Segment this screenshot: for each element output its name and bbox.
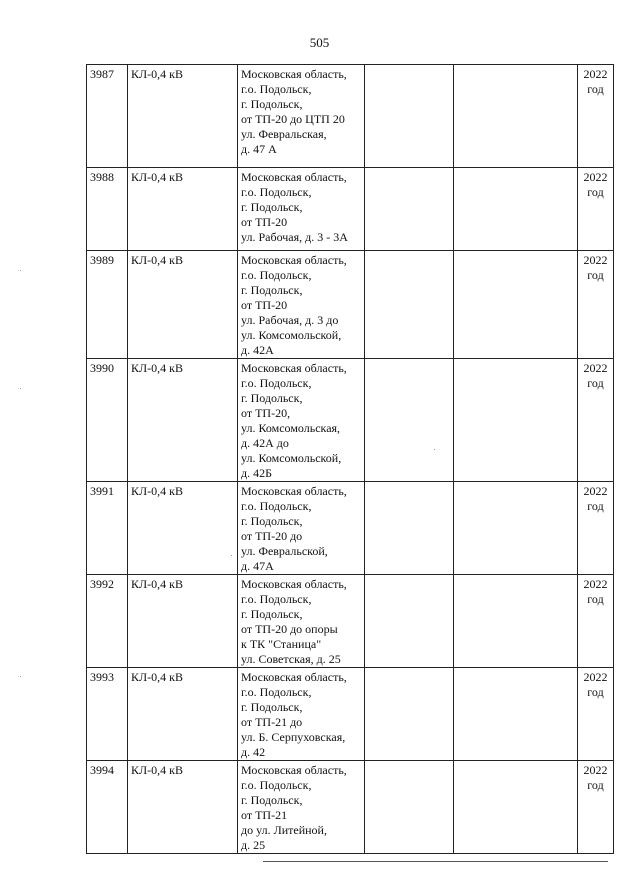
table-row (87, 761, 614, 854)
address-cell (238, 251, 365, 359)
line-type: КЛ-0,4 кВ (131, 577, 183, 591)
address-cell (238, 575, 365, 668)
year-value: 2022 (583, 361, 608, 375)
address-line: г.о. Подольск, (241, 499, 312, 513)
address-line: ул. Рабочая, д. 3 - 3А (241, 230, 348, 244)
row-number: 3992 (90, 577, 114, 591)
address-line: Московская область, (241, 67, 347, 81)
row-number: 3989 (90, 253, 114, 267)
table-row (87, 65, 614, 168)
scan-speck (231, 555, 232, 556)
line-type-cell (128, 359, 238, 482)
address-line: от ТП-20 (241, 298, 288, 312)
year-cell (578, 482, 614, 575)
year-value: 2022 (583, 763, 608, 777)
address-line: ул. Б. Серпуховская, (241, 730, 346, 744)
address-line: д. 47 А (241, 142, 277, 156)
row-number: 3988 (90, 170, 114, 184)
address-line: ул. Комсомольской, (241, 451, 342, 465)
address-cell (238, 482, 365, 575)
row-number-cell (87, 65, 128, 168)
address-cell (238, 668, 365, 761)
page-number: 505 (309, 35, 330, 50)
address-line: от ТП-21 (241, 808, 288, 822)
line-type: КЛ-0,4 кВ (131, 361, 183, 375)
row-number-cell (87, 575, 128, 668)
line-type-cell (128, 575, 238, 668)
address-line: г.о. Подольск, (241, 685, 312, 699)
address-line: ул. Комсомольская, (241, 421, 341, 435)
empty-cell (454, 575, 578, 668)
empty-cell (365, 251, 454, 359)
year-unit: год (587, 778, 604, 792)
row-number-cell (87, 668, 128, 761)
empty-cell (454, 168, 578, 251)
year-unit: год (587, 185, 604, 199)
year-unit: год (587, 82, 604, 96)
year-cell (578, 668, 614, 761)
table-row (87, 251, 614, 359)
row-number: 3993 (90, 670, 114, 684)
empty-cell (454, 359, 578, 482)
row-number: 3991 (90, 484, 114, 498)
address-line: от ТП-20 до ЦТП 20 (241, 112, 345, 126)
line-type-cell (128, 65, 238, 168)
line-type-cell (128, 668, 238, 761)
empty-cell (365, 168, 454, 251)
year-cell (578, 168, 614, 251)
address-line: г. Подольск, (241, 607, 303, 621)
line-type-cell (128, 482, 238, 575)
address-line: ул. Февральская, (241, 127, 327, 141)
scan-speck (20, 676, 21, 677)
address-line: от ТП-20 до (241, 529, 303, 543)
registry-table (86, 64, 614, 854)
address-line: г.о. Подольск, (241, 82, 312, 96)
address-line: от ТП-20, (241, 406, 291, 420)
address-line: от ТП-20 (241, 215, 288, 229)
address-line: до ул. Литейной, (241, 823, 327, 837)
year-unit: год (587, 592, 604, 606)
address-cell (238, 65, 365, 168)
row-number-cell (87, 761, 128, 854)
address-line: Московская область, (241, 170, 347, 184)
address-line: д. 25 (241, 838, 266, 852)
address-line: ул. Комсомольской, (241, 328, 342, 342)
bottom-rule (263, 861, 608, 862)
address-line: д. 42А до (241, 436, 289, 450)
empty-cell (454, 65, 578, 168)
table-row (87, 359, 614, 482)
address-line: д. 42 (241, 745, 266, 759)
row-number-cell (87, 482, 128, 575)
line-type: КЛ-0,4 кВ (131, 763, 183, 777)
empty-cell (365, 482, 454, 575)
empty-cell (454, 761, 578, 854)
year-cell (578, 251, 614, 359)
address-line: г.о. Подольск, (241, 376, 312, 390)
registry-table-body (87, 65, 614, 854)
row-number-cell (87, 251, 128, 359)
address-line: ул. Советская, д. 25 (241, 652, 341, 666)
year-value: 2022 (583, 170, 608, 184)
address-line: от ТП-20 до опоры (241, 622, 338, 636)
year-unit: год (587, 268, 604, 282)
line-type-cell (128, 761, 238, 854)
address-line: ул. Рабочая, д. 3 до (241, 313, 339, 327)
year-unit: год (587, 685, 604, 699)
address-line: г. Подольск, (241, 514, 303, 528)
address-line: г. Подольск, (241, 200, 303, 214)
scan-speck (434, 449, 435, 450)
line-type-cell (128, 168, 238, 251)
line-type-cell (128, 251, 238, 359)
row-number: 3990 (90, 361, 114, 375)
address-line: г.о. Подольск, (241, 592, 312, 606)
address-line: г. Подольск, (241, 283, 303, 297)
address-line: г. Подольск, (241, 793, 303, 807)
address-line: Московская область, (241, 484, 347, 498)
address-line: г.о. Подольск, (241, 778, 312, 792)
table-row (87, 575, 614, 668)
address-line: Московская область, (241, 763, 347, 777)
address-line: от ТП-21 до (241, 715, 303, 729)
empty-cell (365, 359, 454, 482)
address-line: Московская область, (241, 253, 347, 267)
year-value: 2022 (583, 253, 608, 267)
address-line: г. Подольск, (241, 700, 303, 714)
address-line: д. 47А (241, 559, 274, 573)
empty-cell (454, 482, 578, 575)
address-cell (238, 168, 365, 251)
year-unit: год (587, 499, 604, 513)
address-cell (238, 761, 365, 854)
address-line: г.о. Подольск, (241, 185, 312, 199)
address-line: ул. Февральской, (241, 544, 328, 558)
year-unit: год (587, 376, 604, 390)
year-value: 2022 (583, 577, 608, 591)
table-row (87, 168, 614, 251)
year-value: 2022 (583, 67, 608, 81)
empty-cell (454, 251, 578, 359)
address-line: к ТК "Станица" (241, 637, 322, 651)
year-cell (578, 359, 614, 482)
empty-cell (365, 575, 454, 668)
year-cell (578, 575, 614, 668)
address-line: г.о. Подольск, (241, 268, 312, 282)
table-row (87, 482, 614, 575)
address-line: г. Подольск, (241, 97, 303, 111)
line-type: КЛ-0,4 кВ (131, 67, 183, 81)
table-row (87, 668, 614, 761)
line-type: КЛ-0,4 кВ (131, 253, 183, 267)
scan-speck (20, 388, 21, 389)
line-type: КЛ-0,4 кВ (131, 484, 183, 498)
year-value: 2022 (583, 484, 608, 498)
empty-cell (365, 761, 454, 854)
address-line: д. 42А (241, 343, 274, 357)
line-type: КЛ-0,4 кВ (131, 670, 183, 684)
scan-speck (20, 270, 21, 271)
address-line: Московская область, (241, 361, 347, 375)
row-number: 3994 (90, 763, 114, 777)
row-number: 3987 (90, 67, 114, 81)
empty-cell (365, 65, 454, 168)
year-cell (578, 65, 614, 168)
year-value: 2022 (583, 670, 608, 684)
address-line: Московская область, (241, 670, 347, 684)
row-number-cell (87, 359, 128, 482)
address-cell (238, 359, 365, 482)
address-line: г. Подольск, (241, 391, 303, 405)
empty-cell (454, 668, 578, 761)
empty-cell (365, 668, 454, 761)
line-type: КЛ-0,4 кВ (131, 170, 183, 184)
year-cell (578, 761, 614, 854)
address-line: Московская область, (241, 577, 347, 591)
row-number-cell (87, 168, 128, 251)
address-line: д. 42Б (241, 466, 272, 480)
